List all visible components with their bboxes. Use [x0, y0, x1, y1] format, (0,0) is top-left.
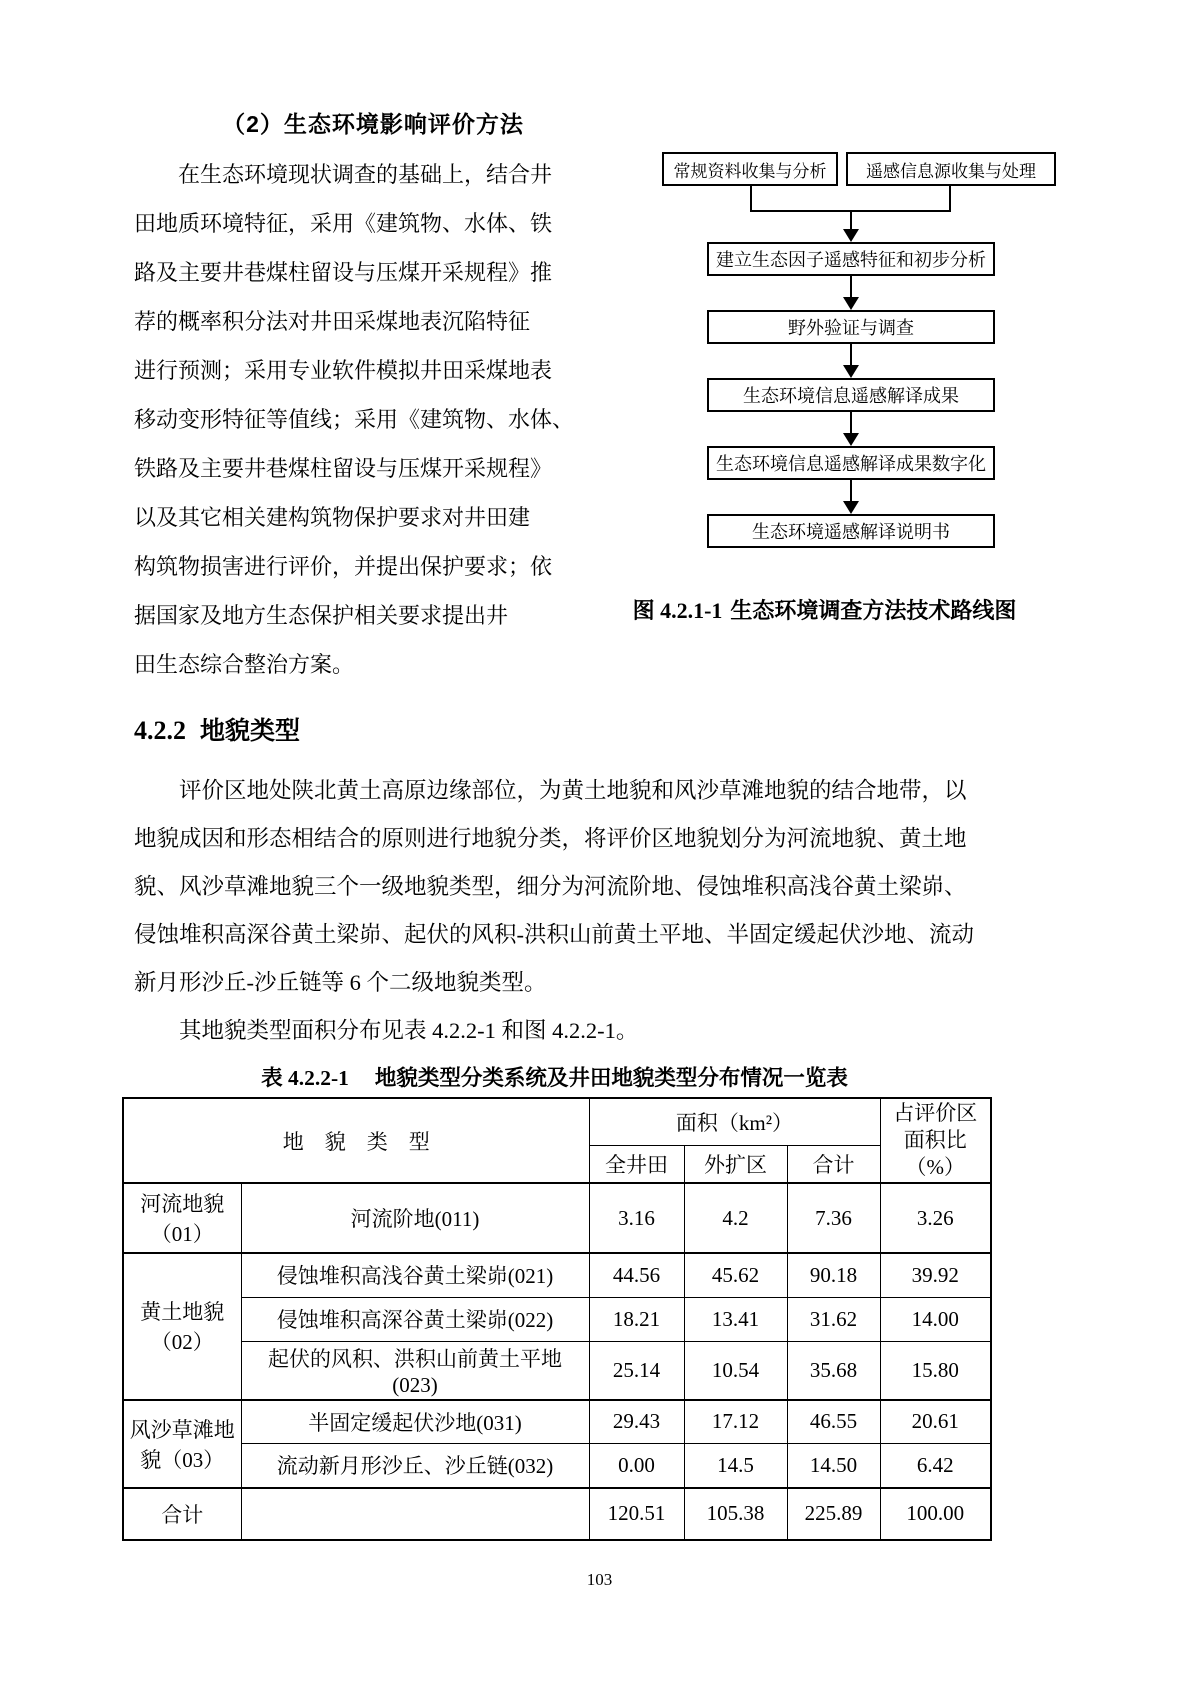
value-cell: 4.2	[684, 1183, 787, 1253]
value-cell: 18.21	[589, 1297, 684, 1341]
value-cell: 105.38	[684, 1488, 787, 1540]
flowchart-box-remote-sensing-source: 遥感信息源收集与处理	[846, 152, 1056, 186]
value-cell: 31.62	[787, 1297, 880, 1341]
value-cell: 14.00	[880, 1297, 991, 1341]
value-cell: 0.00	[589, 1444, 684, 1488]
group-cell: 风沙草滩地貌（03）	[123, 1400, 241, 1488]
flow-arrow-icon	[842, 412, 860, 446]
section-heading	[134, 713, 1065, 753]
header-cell-ratio	[880, 1098, 991, 1183]
paragraph-line: 在生态环境现状调查的基础上，结合井	[134, 162, 553, 187]
page-number: 103	[586, 1570, 613, 1589]
section-title: 地貌类型	[200, 717, 301, 745]
value-cell: 100.00	[880, 1488, 991, 1540]
table-row	[123, 1400, 991, 1444]
value-cell: 7.36	[787, 1183, 880, 1253]
value-cell: 29.43	[589, 1400, 684, 1444]
paragraph-line: 田地质环境特征，采用《建筑物、水体、铁	[134, 211, 553, 236]
flowchart-box-eco-factor-analysis: 建立生态因子遥感特征和初步分析	[707, 242, 995, 276]
value-cell: 46.55	[787, 1400, 880, 1444]
value-cell: 120.51	[589, 1488, 684, 1540]
table-row	[123, 1253, 991, 1297]
type-cell: 侵蚀堆积高浅谷黄土梁峁(021)	[241, 1253, 589, 1297]
value-cell: 14.50	[787, 1444, 880, 1488]
flowchart-top-row	[662, 152, 1065, 186]
table-row	[123, 1297, 991, 1341]
paragraph-line: 新月形沙丘-沙丘链等 6 个二级地貌类型。	[134, 970, 547, 995]
group-cell-total: 合计	[123, 1488, 241, 1540]
subsection-heading: （2）生态环境影响评价方法	[222, 111, 524, 137]
table-row	[123, 1183, 991, 1253]
table-number: 表 4.2.2-1	[261, 1066, 349, 1090]
value-cell: 10.54	[684, 1341, 787, 1400]
paragraph-geomorphology	[134, 767, 1065, 1007]
header-cell-extension: 外扩区	[684, 1146, 787, 1183]
header-cell-total: 合计	[787, 1146, 880, 1183]
paragraph-line: 构筑物损害进行评价，并提出保护要求；依	[134, 554, 553, 579]
value-cell: 90.18	[787, 1253, 880, 1297]
value-cell: 3.16	[589, 1183, 684, 1253]
group-cell: 黄土地貌（02）	[123, 1253, 241, 1400]
value-cell: 44.56	[589, 1253, 684, 1297]
flow-arrow-icon	[842, 212, 860, 242]
paragraph-line: 貌、风沙草滩地貌三个一级地貌类型，细分为河流阶地、侵蚀堆积高浅谷黄土梁峁、	[134, 874, 967, 899]
value-cell: 6.42	[880, 1444, 991, 1488]
type-cell: 河流阶地(011)	[241, 1183, 589, 1253]
type-cell: 侵蚀堆积高深谷黄土梁峁(022)	[241, 1297, 589, 1341]
value-cell: 17.12	[684, 1400, 787, 1444]
value-cell: 20.61	[880, 1400, 991, 1444]
value-cell: 15.80	[880, 1341, 991, 1400]
value-cell: 14.5	[684, 1444, 787, 1488]
paragraph-line: 铁路及主要井巷煤柱留设与压煤开采规程》	[134, 456, 553, 481]
table-header-row	[123, 1098, 991, 1146]
header-cell-area: 面积（km²）	[589, 1098, 880, 1146]
flowchart-box-specification: 生态环境遥感解译说明书	[707, 514, 995, 548]
table-title	[134, 1063, 975, 1093]
table-title-text: 地貌类型分类系统及井田地貌类型分布情况一览表	[374, 1066, 848, 1090]
left-text-column	[134, 108, 612, 689]
value-cell: 3.26	[880, 1183, 991, 1253]
flow-arrow-icon	[842, 480, 860, 514]
table-row	[123, 1444, 991, 1488]
header-cell-full-field: 全井田	[589, 1146, 684, 1183]
table-reference-line: 其地貌类型面积分布见表 4.2.2-1 和图 4.2.2-1。	[134, 1018, 639, 1043]
paragraph-line: 移动变形特征等值线；采用《建筑物、水体、	[134, 407, 575, 432]
figure-title: 生态环境调查方法技术路线图	[730, 598, 1017, 623]
flow-arrow-icon	[842, 344, 860, 378]
flowchart-box-field-verification: 野外验证与调查	[707, 310, 995, 344]
paragraph-line: 评价区地处陕北黄土高原边缘部位，为黄土地貌和风沙草滩地貌的结合地带，以	[134, 778, 967, 803]
figure-caption	[584, 594, 1065, 625]
paragraph-line: 以及其它相关建构筑物保护要求对井田建	[134, 505, 531, 530]
flow-arrow-icon	[842, 276, 860, 310]
top-section	[134, 108, 1065, 689]
group-cell: 河流地貌（01）	[123, 1183, 241, 1253]
table-total-row	[123, 1488, 991, 1540]
header-ratio-line1: 占评价区	[893, 1101, 978, 1125]
type-cell: 流动新月形沙丘、沙丘链(032)	[241, 1444, 589, 1488]
value-cell: 25.14	[589, 1341, 684, 1400]
value-cell: 13.41	[684, 1297, 787, 1341]
geomorphology-table	[122, 1097, 992, 1541]
table-row	[123, 1341, 991, 1400]
type-cell: 半固定缓起伏沙地(031)	[241, 1400, 589, 1444]
paragraph-line: 据国家及地方生态保护相关要求提出井	[134, 603, 509, 628]
right-column	[612, 108, 1065, 689]
paragraph-line: 田生态综合整治方案。	[134, 652, 355, 677]
paragraph-method	[134, 150, 612, 689]
paragraph-line: 侵蚀堆积高深谷黄土梁峁、起伏的风积-洪积山前黄土平地、半固定缓起伏沙地、流动	[134, 922, 974, 947]
section-number: 4.2.2	[134, 716, 186, 745]
type-cell	[241, 1488, 589, 1540]
flowchart-box-data-collection: 常规资料收集与分析	[662, 152, 838, 186]
flowchart-box-interpretation-results: 生态环境信息遥感解译成果	[707, 378, 995, 412]
paragraph-line: 进行预测；采用专业软件模拟井田采煤地表	[134, 358, 553, 383]
header-ratio-line2: 面积比（%）	[903, 1128, 967, 1179]
connector-bracket	[750, 186, 951, 212]
value-cell: 45.62	[684, 1253, 787, 1297]
flowchart-box-digitization: 生态环境信息遥感解译成果数字化	[707, 446, 995, 480]
paragraph-line: 地貌成因和形态相结合的原则进行地貌分类，将评价区地貌划分为河流地貌、黄土地	[134, 826, 967, 851]
type-cell: 起伏的风积、洪积山前黄土平地(023)	[241, 1341, 589, 1400]
value-cell: 225.89	[787, 1488, 880, 1540]
paragraph-line: 路及主要井巷煤柱留设与压煤开采规程》推	[134, 260, 553, 285]
value-cell: 35.68	[787, 1341, 880, 1400]
header-cell-type: 地 貌 类 型	[123, 1098, 589, 1183]
flowchart-diagram	[612, 152, 1065, 548]
figure-number: 图 4.2.1-1	[632, 598, 723, 623]
value-cell: 39.92	[880, 1253, 991, 1297]
paragraph-line: 荐的概率积分法对井田采煤地表沉陷特征	[134, 309, 531, 334]
